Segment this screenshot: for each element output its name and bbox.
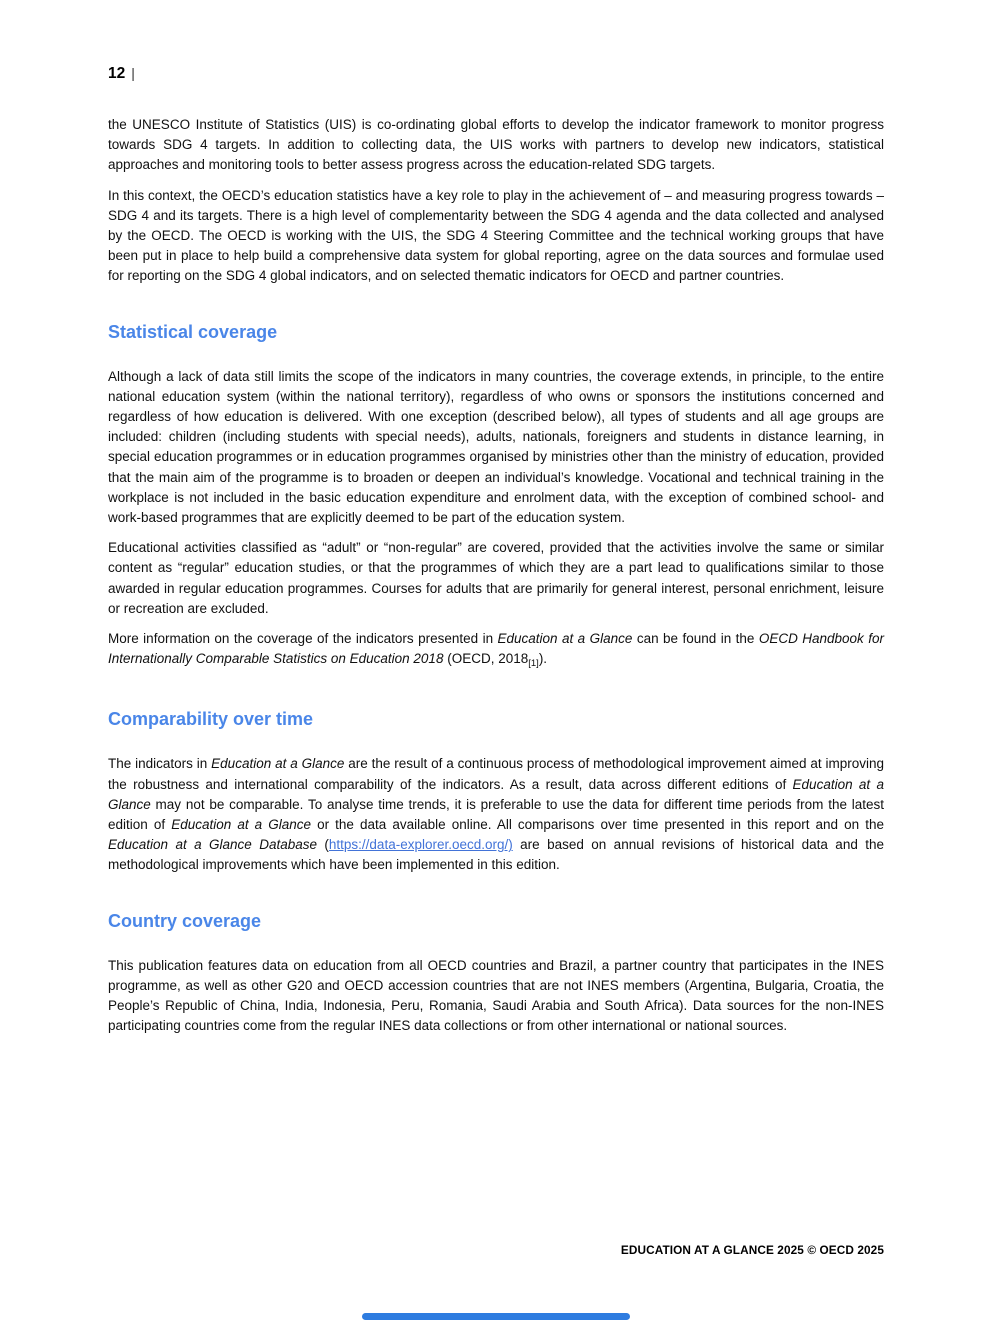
text-segment: can be found in the	[632, 631, 759, 647]
page-header	[108, 63, 884, 84]
text-segment: Education at a Glance	[497, 631, 633, 647]
database-link[interactable]: https://data-explorer.oecd.org/)	[328, 837, 513, 853]
footer-running-title: EDUCATION AT A GLANCE 2025 © OECD 2025	[620, 1243, 884, 1257]
text-segment: This publication features data on education from all OECD countries and Brazil, a partner country that participates in the INES programme, as well as other G20 and OECD accession countries that are not INES members (Argentina, Bulgaria, Croatia, the People’s Republic of China, India, Indonesia, Peru, Romania, Saudi Arabia and South Africa). Data sources for the non-INES participating countries come from the regular INES data collections or from other international or national sources.	[108, 957, 884, 1034]
text-segment: may not be comparable. To analyse time trends, it is preferable to use the data for different time periods from the latest edition of	[108, 796, 884, 833]
text-segment: Education at a Glance Database	[108, 837, 317, 853]
text-segment: Education at a Glance	[211, 756, 345, 772]
text-segment: Educational activities classified as “adult” or “non-regular” are covered, provided that the activities involve the same or similar content as “regular” education studies, or that the programmes of which they are a part lead to qualifications similar to those awarded in regular education programmes. Courses for adults that are primarily for general interest, personal enrichment, leisure or recreation are excluded.	[108, 540, 884, 616]
text-segment: Education at a Glance	[171, 817, 312, 833]
text-segment: OECD Handbook for Internationally Comparable Statistics on Education 2018	[108, 631, 884, 667]
bottom-scroll-indicator[interactable]	[362, 1313, 630, 1320]
text-segment: or the data available online. All comparisons over time presented in this report and on the	[311, 817, 884, 833]
page-number-divider: |	[131, 65, 135, 81]
paragraph-oecd-sdg4	[108, 186, 884, 287]
text-segment: [1]	[528, 658, 539, 670]
text-segment: The indicators in	[108, 756, 212, 772]
text-segment: In this context, the OECD’s education statistics have a key role to play in the achievement of – and measuring progress towards – SDG 4 and its targets. There is a high level of complementarity between the SDG 4 agenda and the data collected and analysed by the OECD. The OECD is working with the UIS, the SDG 4 Steering Committee and the technical working groups that have been put in place to help build a comprehensive data system for global reporting, agree on the data sources and formulae used for reporting on the SDG 4 global indicators, and on selected thematic indicators for OECD and partner countries.	[108, 187, 884, 284]
text-segment: are the result of a continuous process of methodological improvement aimed at improving the robustness and international comparability of the indicators. As a result, data across different editions of	[108, 756, 884, 792]
text-segment: the UNESCO Institute of Statistics (UIS) is co-ordinating global efforts to develop the indicator framework to monitor progress towards SDG 4 targets. In addition to collecting data, the UIS works with partners to develop new indicators, statistical approaches and monitoring tools to better assess progress across the education-related SDG targets.	[108, 117, 884, 173]
heading-statistical-coverage: Statistical coverage	[108, 321, 278, 342]
text-segment: ).	[538, 651, 548, 667]
heading-country-coverage: Country coverage	[108, 910, 262, 931]
paragraph-statistical-coverage-scope	[108, 367, 884, 529]
text-segment: are based on annual revisions of historical data and the methodological improvements which have been implemented in this edition.	[108, 837, 885, 873]
page-number: 12	[108, 65, 126, 82]
text-segment: Although a lack of data still limits the scope of the indicators in many countries, the coverage extends, in principle, to the entire national education system (within the national territory), regardless of who owns or sponsors the institutions concerned and regardless of how education is delivered. With one exception (described below), all types of students and all age groups are included: children (including students with special needs), adults, nationals, foreigners and students in distance learning, in special education programmes or in education programmes organised by ministries other than the ministry of education, provided that the main aim of the programme is to broaden or deepen an individual’s knowledge. Vocational and technical training in the workplace is not included in the basic education expenditure and enrolment data, with the exception of combined school- and work-based programmes that are explicitly deemed to be part of the education system.	[108, 368, 884, 526]
paragraph-country-coverage	[108, 956, 884, 1037]
text-segment: (OECD, 2018	[443, 651, 529, 667]
paragraph-adult-non-regular	[108, 538, 884, 619]
paragraph-more-information-handbook	[108, 629, 884, 674]
paragraph-comparability	[108, 754, 884, 875]
paragraph-uis-coordination	[108, 115, 884, 176]
text-segment: Education at a Glance	[108, 776, 884, 812]
text-segment: More information on the coverage of the indicators presented in	[108, 631, 498, 647]
text-segment: (	[317, 837, 329, 853]
heading-comparability-over-time: Comparability over time	[108, 709, 314, 730]
